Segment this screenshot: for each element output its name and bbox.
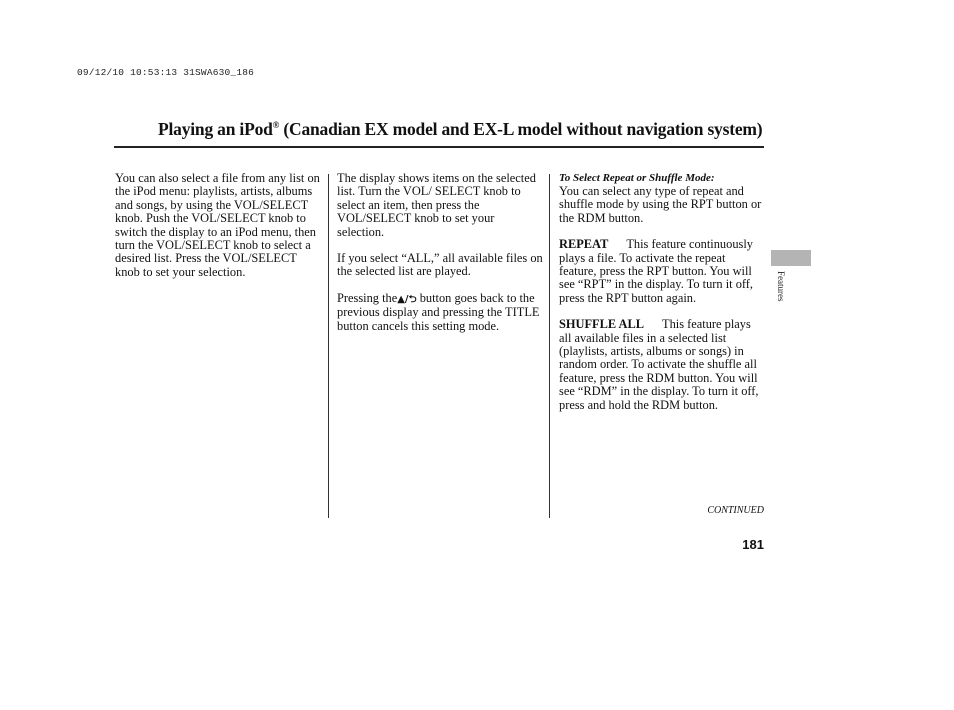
back-paragraph-start: Pressing the xyxy=(337,290,398,305)
page-number: 181 xyxy=(742,537,764,552)
display-items-paragraph: The display shows items on the selected list. Turn the VOL/ SELECT knob to select an item, then press the VOL/SELECT knob to set your selection. xyxy=(337,171,536,239)
repeat-paragraph xyxy=(559,238,766,305)
column-left xyxy=(115,172,320,292)
repeat-shuffle-intro: You can select any type of repeat and shuffle mode by using the RPT button or the RDM button. xyxy=(559,184,762,225)
shuffle-term: SHUFFLE ALL xyxy=(559,317,645,332)
repeat-term: REPEAT xyxy=(559,237,609,252)
page-title xyxy=(158,119,768,140)
print-timestamp: 09/12/10 10:53:13 31SWA630_186 xyxy=(77,67,255,78)
column-divider-right xyxy=(549,174,550,518)
repeat-description: This feature continuously plays a file. To activate the repeat feature, press the RPT button. You will see “RPT” in the display. To turn it off, press the RPT button again. xyxy=(559,237,754,305)
section-label: Features xyxy=(776,271,786,302)
title-main: Playing an iPod xyxy=(158,119,273,139)
column-right xyxy=(559,172,766,425)
column-middle xyxy=(337,172,544,346)
registered-mark: ® xyxy=(272,120,280,131)
back-paragraph-end: button goes back to the previous display and pressing the TITLE button cancels this setting mode. xyxy=(337,290,540,333)
back-button-paragraph xyxy=(337,292,544,333)
section-tab xyxy=(771,250,811,266)
title-underline xyxy=(114,146,764,148)
back-button-icon: ▲/⮌ xyxy=(397,293,417,305)
column-left-paragraph: You can also select a file from any list on the iPod menu: playlists, artists, albums and songs, by using the VOL/SELECT knob. Push the VOL/SELECT knob to switch the display to an iPod menu, then turn the VOL/SELECT knob to select a desired list. Press the VOL/SELECT knob to set your selection. xyxy=(115,171,320,279)
continued-label: CONTINUED xyxy=(707,505,764,516)
shuffle-description: This feature plays all available files in a selected list (playlists, artists, albums or songs) in random order. To activate the shuffle all feature, press the RDM button. You will see “RDM” in the display. To turn it off, press and hold the RDM button. xyxy=(559,317,759,412)
repeat-shuffle-subheading: To Select Repeat or Shuffle Mode: xyxy=(559,172,715,184)
column-divider-left xyxy=(328,174,329,518)
title-rest: (Canadian EX model and EX-L model without navigation system) xyxy=(279,119,763,139)
select-all-paragraph: If you select “ALL,” all available files on the selected list are played. xyxy=(337,251,543,279)
shuffle-paragraph xyxy=(559,318,766,412)
